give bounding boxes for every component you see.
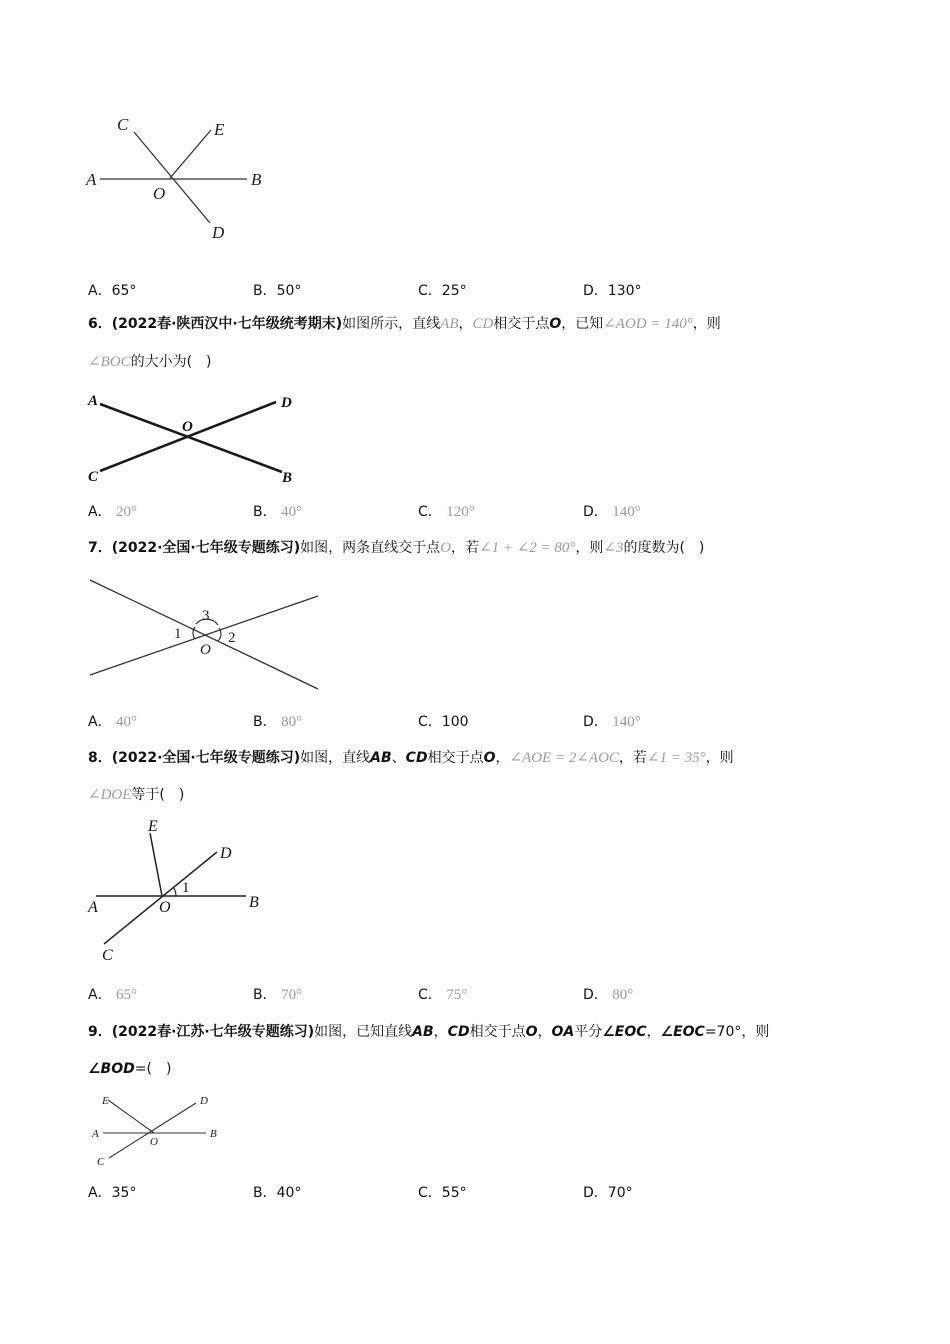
line-cd [134, 132, 210, 223]
label-o: O [159, 899, 171, 916]
label-d: D [220, 845, 232, 862]
q8-stem-line1: 8．(2022·全国·七年级专题练习)如图，直线AB、CD相交于点O，∠AOE = 2∠AOC，若∠1 = 35°，则 [88, 750, 734, 766]
q7-option-d[interactable]: D． 140° [583, 714, 641, 730]
q9-option-c[interactable]: C．55° [418, 1185, 467, 1201]
label-d: D [281, 395, 292, 411]
q9-option-a[interactable]: A．35° [88, 1185, 137, 1201]
q7-option-a[interactable]: A． 40° [88, 714, 138, 730]
q6-options [88, 501, 848, 523]
q6-option-b[interactable]: B． 40° [253, 504, 303, 520]
label-c: C [97, 1156, 105, 1168]
label-3: 3 [202, 608, 210, 624]
label-o: O [200, 642, 211, 658]
label-a: A [86, 170, 97, 189]
q5-option-d[interactable]: D．130° [583, 283, 642, 299]
q8-option-d[interactable]: D． 80° [583, 987, 634, 1003]
q6-option-a[interactable]: A． 20° [88, 504, 138, 520]
q9-figure [86, 1090, 236, 1170]
label-e: E [102, 1095, 109, 1107]
q8-figure [84, 812, 284, 967]
label-b: B [282, 470, 293, 486]
label-o: O [150, 1136, 158, 1148]
q5-options [88, 280, 848, 302]
q6-stem-line2: ∠BOC的大小为( ) [88, 354, 212, 370]
label-a: A [88, 393, 99, 409]
arc-1 [173, 887, 176, 896]
label-o: O [182, 419, 193, 435]
label-a: A [92, 1128, 99, 1140]
q6-option-c[interactable]: C． 120° [418, 504, 475, 520]
label-o: O [153, 184, 166, 203]
label-b: B [249, 894, 259, 911]
label-d: D [200, 1095, 208, 1107]
label-c: C [88, 469, 99, 485]
q8-option-b[interactable]: B． 70° [253, 987, 303, 1003]
ray-oe [108, 1100, 154, 1133]
ray-oe [170, 130, 211, 178]
label-c: C [117, 115, 129, 134]
label-2: 2 [228, 630, 236, 646]
q9-option-d[interactable]: D．70° [583, 1185, 633, 1201]
q9-stem-line2: ∠BOD=( ) [88, 1061, 172, 1077]
q5-option-c[interactable]: C．25° [418, 283, 467, 299]
label-b: B [251, 170, 262, 189]
arc-1 [193, 627, 195, 639]
q7-options [88, 711, 848, 733]
q5-option-a[interactable]: A．65° [88, 283, 137, 299]
label-1: 1 [182, 880, 190, 896]
q5-option-b[interactable]: B．50° [253, 283, 302, 299]
q7-stem: 7．(2022·全国·七年级专题练习)如图，两条直线交于点O，若∠1 + ∠2 = 80°，则∠3的度数为( ) [88, 540, 705, 556]
q8-option-a[interactable]: A． 65° [88, 987, 138, 1003]
q9-options [88, 1182, 848, 1204]
q7-option-b[interactable]: B． 80° [253, 714, 303, 730]
line-cd [104, 852, 217, 944]
label-a: A [88, 899, 98, 916]
label-1: 1 [174, 626, 182, 642]
q8-stem-line2: ∠DOE等于( ) [88, 787, 185, 803]
line-1 [90, 580, 318, 689]
q5-figure [80, 108, 280, 248]
line-ab [100, 404, 282, 472]
label-e: E [214, 120, 225, 139]
q8-option-c[interactable]: C． 75° [418, 987, 468, 1003]
label-b: B [210, 1128, 217, 1140]
q9-option-b[interactable]: B．40° [253, 1185, 302, 1201]
q9-stem-line1: 9．(2022春·江苏·七年级专题练习)如图，已知直线AB，CD相交于点O，OA平分∠EOC，∠EOC=70°，则 [88, 1024, 770, 1040]
label-e: E [148, 818, 158, 835]
q6-stem-line1: 6．(2022春·陕西汉中·七年级统考期末)如图所示，直线AB，CD相交于点O，已知∠AOD = 140°，则 [88, 316, 721, 332]
q7-option-c[interactable]: C．100 [418, 714, 469, 730]
label-c: C [102, 947, 113, 964]
q8-options [88, 984, 848, 1006]
line-cd [109, 1103, 196, 1158]
q6-figure [84, 385, 314, 490]
q7-figure [84, 572, 324, 697]
ray-oe [150, 833, 162, 896]
q6-option-d[interactable]: D． 140° [583, 504, 641, 520]
label-d: D [212, 223, 225, 242]
